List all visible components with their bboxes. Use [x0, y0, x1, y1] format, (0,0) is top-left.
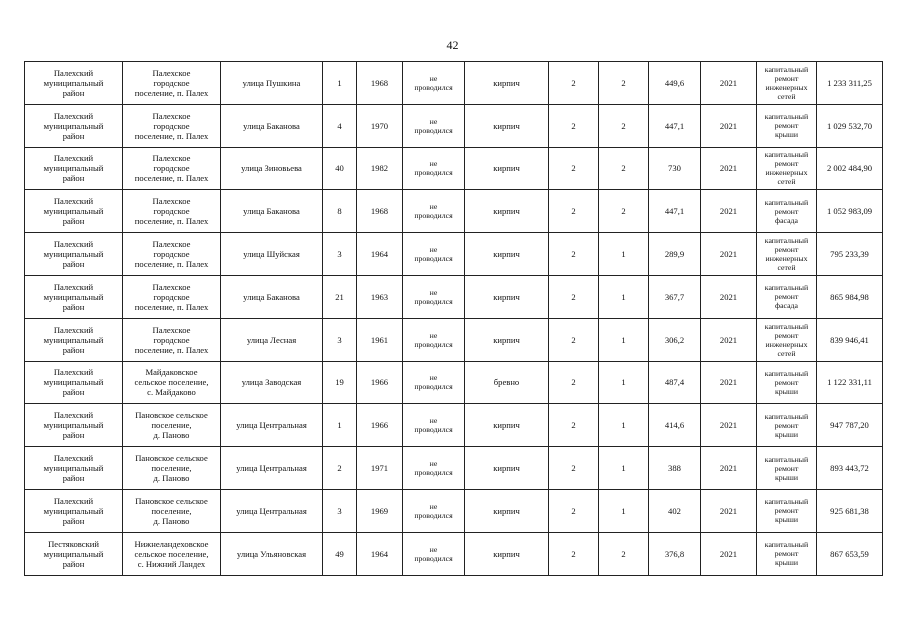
repair-year-cell: 2021 — [701, 532, 757, 575]
wall-material-cell: кирпич — [465, 104, 549, 147]
municipal-district-cell: Пестяковский муниципальный район — [25, 532, 123, 575]
wall-material-cell: кирпич — [465, 275, 549, 318]
page-number: 42 — [446, 38, 459, 52]
cost-cell: 893 443,72 — [817, 447, 883, 490]
table-row — [25, 447, 883, 490]
entrances-cell: 1 — [599, 318, 649, 361]
settlement-cell: Палехское городское поселение, п. Палех — [123, 318, 221, 361]
year-built-cell: 1968 — [357, 62, 403, 105]
house-number-cell: 1 — [323, 62, 357, 105]
street-cell: улица Баканова — [221, 190, 323, 233]
year-built-cell: 1966 — [357, 404, 403, 447]
repair-type-cell: капитальный ремонт крыши — [757, 489, 817, 532]
wall-material-cell: кирпич — [465, 62, 549, 105]
last-repair-cell: не проводился — [403, 489, 465, 532]
cost-cell: 925 681,38 — [817, 489, 883, 532]
wall-material-cell: кирпич — [465, 233, 549, 276]
settlement-cell: Палехское городское поселение, п. Палех — [123, 104, 221, 147]
floors-cell: 2 — [549, 447, 599, 490]
municipal-district-cell: Палехский муниципальный район — [25, 318, 123, 361]
year-built-cell: 1961 — [357, 318, 403, 361]
municipal-district-cell: Палехский муниципальный район — [25, 404, 123, 447]
last-repair-cell: не проводился — [403, 447, 465, 490]
repair-year-cell: 2021 — [701, 147, 757, 190]
municipal-district-cell: Палехский муниципальный район — [25, 233, 123, 276]
settlement-cell: Палехское городское поселение, п. Палех — [123, 62, 221, 105]
repair-year-cell: 2021 — [701, 275, 757, 318]
floors-cell: 2 — [549, 489, 599, 532]
year-built-cell: 1968 — [357, 190, 403, 233]
table-row — [25, 404, 883, 447]
cost-cell: 1 122 331,11 — [817, 361, 883, 404]
repair-year-cell: 2021 — [701, 318, 757, 361]
municipal-district-cell: Палехский муниципальный район — [25, 147, 123, 190]
cost-cell: 795 233,39 — [817, 233, 883, 276]
house-number-cell: 8 — [323, 190, 357, 233]
street-cell: улица Лесная — [221, 318, 323, 361]
year-built-cell: 1966 — [357, 361, 403, 404]
year-built-cell: 1964 — [357, 233, 403, 276]
repair-type-cell: капитальный ремонт крыши — [757, 532, 817, 575]
cost-cell: 867 653,59 — [817, 532, 883, 575]
settlement-cell: Майдаковское сельское поселение, с. Майдаково — [123, 361, 221, 404]
house-number-cell: 21 — [323, 275, 357, 318]
repair-year-cell: 2021 — [701, 447, 757, 490]
repair-type-cell: капитальный ремонт крыши — [757, 447, 817, 490]
area-cell: 306,2 — [649, 318, 701, 361]
cost-cell: 947 787,20 — [817, 404, 883, 447]
last-repair-cell: не проводился — [403, 104, 465, 147]
street-cell: улица Центральная — [221, 447, 323, 490]
street-cell: улица Шуйская — [221, 233, 323, 276]
cost-cell: 865 984,98 — [817, 275, 883, 318]
last-repair-cell: не проводился — [403, 361, 465, 404]
street-cell: улица Баканова — [221, 104, 323, 147]
repair-type-cell: капитальный ремонт фасада — [757, 190, 817, 233]
last-repair-cell: не проводился — [403, 233, 465, 276]
house-number-cell: 3 — [323, 318, 357, 361]
table-row — [25, 489, 883, 532]
area-cell: 376,8 — [649, 532, 701, 575]
year-built-cell: 1969 — [357, 489, 403, 532]
buildings-table — [24, 61, 883, 576]
floors-cell: 2 — [549, 318, 599, 361]
wall-material-cell: кирпич — [465, 532, 549, 575]
entrances-cell: 2 — [599, 147, 649, 190]
table-row — [25, 233, 883, 276]
repair-year-cell: 2021 — [701, 190, 757, 233]
table-row — [25, 275, 883, 318]
entrances-cell: 2 — [599, 190, 649, 233]
entrances-cell: 2 — [599, 62, 649, 105]
wall-material-cell: кирпич — [465, 489, 549, 532]
street-cell: улица Зиновьева — [221, 147, 323, 190]
settlement-cell: Палехское городское поселение, п. Палех — [123, 233, 221, 276]
cost-cell: 839 946,41 — [817, 318, 883, 361]
settlement-cell: Палехское городское поселение, п. Палех — [123, 190, 221, 233]
table-row — [25, 190, 883, 233]
municipal-district-cell: Палехский муниципальный район — [25, 62, 123, 105]
table-row — [25, 361, 883, 404]
floors-cell: 2 — [549, 62, 599, 105]
repair-year-cell: 2021 — [701, 62, 757, 105]
last-repair-cell: не проводился — [403, 404, 465, 447]
last-repair-cell: не проводился — [403, 190, 465, 233]
repair-type-cell: капитальный ремонт крыши — [757, 361, 817, 404]
floors-cell: 2 — [549, 404, 599, 447]
table-row — [25, 62, 883, 105]
wall-material-cell: кирпич — [465, 318, 549, 361]
settlement-cell: Пановское сельское поселение, д. Паново — [123, 404, 221, 447]
area-cell: 447,1 — [649, 190, 701, 233]
table-row — [25, 104, 883, 147]
wall-material-cell: кирпич — [465, 147, 549, 190]
house-number-cell: 4 — [323, 104, 357, 147]
street-cell: улица Заводская — [221, 361, 323, 404]
floors-cell: 2 — [549, 190, 599, 233]
area-cell: 487,4 — [649, 361, 701, 404]
area-cell: 388 — [649, 447, 701, 490]
table-row — [25, 318, 883, 361]
area-cell: 730 — [649, 147, 701, 190]
cost-cell: 2 002 484,90 — [817, 147, 883, 190]
house-number-cell: 19 — [323, 361, 357, 404]
repair-type-cell: капитальный ремонт инженерных сетей — [757, 318, 817, 361]
floors-cell: 2 — [549, 147, 599, 190]
municipal-district-cell: Палехский муниципальный район — [25, 361, 123, 404]
year-built-cell: 1963 — [357, 275, 403, 318]
street-cell: улица Центральная — [221, 489, 323, 532]
entrances-cell: 2 — [599, 104, 649, 147]
house-number-cell: 49 — [323, 532, 357, 575]
municipal-district-cell: Палехский муниципальный район — [25, 275, 123, 318]
repair-year-cell: 2021 — [701, 404, 757, 447]
street-cell: улица Пушкина — [221, 62, 323, 105]
entrances-cell: 1 — [599, 361, 649, 404]
floors-cell: 2 — [549, 275, 599, 318]
house-number-cell: 3 — [323, 489, 357, 532]
year-built-cell: 1964 — [357, 532, 403, 575]
floors-cell: 2 — [549, 361, 599, 404]
last-repair-cell: не проводился — [403, 532, 465, 575]
last-repair-cell: не проводился — [403, 62, 465, 105]
house-number-cell: 3 — [323, 233, 357, 276]
municipal-district-cell: Палехский муниципальный район — [25, 190, 123, 233]
floors-cell: 2 — [549, 104, 599, 147]
last-repair-cell: не проводился — [403, 318, 465, 361]
street-cell: улица Центральная — [221, 404, 323, 447]
settlement-cell: Пановское сельское поселение, д. Паново — [123, 489, 221, 532]
area-cell: 447,1 — [649, 104, 701, 147]
repair-type-cell: капитальный ремонт крыши — [757, 104, 817, 147]
repair-year-cell: 2021 — [701, 489, 757, 532]
repair-year-cell: 2021 — [701, 361, 757, 404]
floors-cell: 2 — [549, 233, 599, 276]
house-number-cell: 2 — [323, 447, 357, 490]
repair-year-cell: 2021 — [701, 233, 757, 276]
house-number-cell: 1 — [323, 404, 357, 447]
cost-cell: 1 029 532,70 — [817, 104, 883, 147]
repair-type-cell: капитальный ремонт инженерных сетей — [757, 62, 817, 105]
repair-type-cell: капитальный ремонт фасада — [757, 275, 817, 318]
wall-material-cell: кирпич — [465, 190, 549, 233]
entrances-cell: 1 — [599, 233, 649, 276]
wall-material-cell: кирпич — [465, 447, 549, 490]
municipal-district-cell: Палехский муниципальный район — [25, 447, 123, 490]
settlement-cell: Нижнеландеховское сельское поселение, с. Нижний Ландех — [123, 532, 221, 575]
year-built-cell: 1970 — [357, 104, 403, 147]
last-repair-cell: не проводился — [403, 147, 465, 190]
municipal-district-cell: Палехский муниципальный район — [25, 489, 123, 532]
entrances-cell: 1 — [599, 447, 649, 490]
area-cell: 449,6 — [649, 62, 701, 105]
area-cell: 367,7 — [649, 275, 701, 318]
table-row — [25, 532, 883, 575]
entrances-cell: 2 — [599, 532, 649, 575]
street-cell: улица Баканова — [221, 275, 323, 318]
settlement-cell: Пановское сельское поселение, д. Паново — [123, 447, 221, 490]
repair-type-cell: капитальный ремонт инженерных сетей — [757, 233, 817, 276]
settlement-cell: Палехское городское поселение, п. Палех — [123, 147, 221, 190]
cost-cell: 1 233 311,25 — [817, 62, 883, 105]
wall-material-cell: кирпич — [465, 404, 549, 447]
last-repair-cell: не проводился — [403, 275, 465, 318]
repair-year-cell: 2021 — [701, 104, 757, 147]
table-row — [25, 147, 883, 190]
entrances-cell: 1 — [599, 275, 649, 318]
area-cell: 414,6 — [649, 404, 701, 447]
wall-material-cell: бревно — [465, 361, 549, 404]
settlement-cell: Палехское городское поселение, п. Палех — [123, 275, 221, 318]
year-built-cell: 1982 — [357, 147, 403, 190]
entrances-cell: 1 — [599, 404, 649, 447]
floors-cell: 2 — [549, 532, 599, 575]
street-cell: улица Ульяновская — [221, 532, 323, 575]
entrances-cell: 1 — [599, 489, 649, 532]
area-cell: 289,9 — [649, 233, 701, 276]
area-cell: 402 — [649, 489, 701, 532]
municipal-district-cell: Палехский муниципальный район — [25, 104, 123, 147]
year-built-cell: 1971 — [357, 447, 403, 490]
repair-type-cell: капитальный ремонт крыши — [757, 404, 817, 447]
house-number-cell: 40 — [323, 147, 357, 190]
repair-type-cell: капитальный ремонт инженерных сетей — [757, 147, 817, 190]
cost-cell: 1 052 983,09 — [817, 190, 883, 233]
